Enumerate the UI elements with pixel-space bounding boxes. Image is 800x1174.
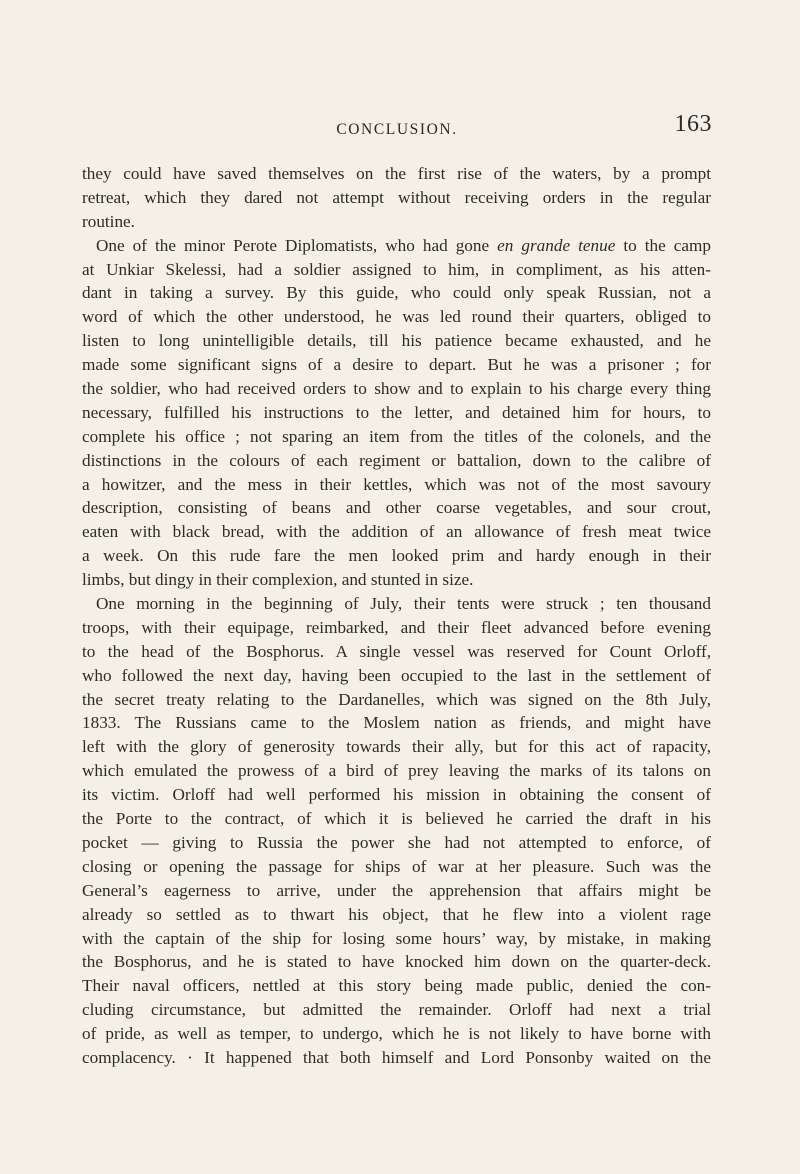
page-number: 163 xyxy=(674,111,712,137)
text-line: to the head of the Bosphorus. A single vessel was reserved for Count Orloff, xyxy=(82,641,711,661)
text-line: which emulated the prowess of a bird of prey leaving the marks of its talons on xyxy=(82,761,711,781)
text-line: its victim. Orloff had well performed his mission in obtaining the consent of xyxy=(82,785,711,805)
text-line: the Bosphorus, and he is stated to have knocked him down on the quarter-deck. xyxy=(82,952,711,972)
text-line: complete his office ; not sparing an item from the titles of the colonels, and the xyxy=(82,426,711,446)
text-line: closing or opening the passage for ships of war at her pleasure. Such was the xyxy=(82,856,711,876)
running-head xyxy=(82,111,712,143)
text-line: 1833. The Russians came to the Moslem nation as friends, and might have xyxy=(82,713,711,733)
running-title: CONCLUSION. xyxy=(336,121,458,138)
text-line: they could have saved themselves on the first rise of the waters, by a prompt xyxy=(82,164,711,183)
text-line: eaten with black bread, with the addition of an allowance of fresh meat twice xyxy=(82,522,711,542)
text-line: with the captain of the ship for losing some hours’ way, by mistake, in making xyxy=(82,928,711,948)
text-line: who followed the next day, having been occupied to the last in the settlement of xyxy=(82,665,711,685)
text-line: of pride, as well as temper, to undergo, which he is not likely to have borne with xyxy=(82,1024,711,1044)
text-line: retreat, which they dared not attempt without receiving orders in the regular xyxy=(82,187,711,207)
text-line: listen to long unintelligible details, till his patience became exhausted, and he xyxy=(82,331,711,351)
text-line: made some significant signs of a desire to depart. But he was a prisoner ; for xyxy=(82,355,711,375)
body-text xyxy=(82,162,711,1070)
text-line: cluding circumstance, but admitted the remainder. Orloff had next a trial xyxy=(82,1000,711,1020)
text-line: the secret treaty relating to the Dardanelles, which was signed on the 8th July, xyxy=(82,689,711,709)
text-line: the Porte to the contract, of which it is believed he carried the draft in his xyxy=(82,809,711,829)
text-segment: to the camp xyxy=(615,235,711,255)
text-segment: One of the minor Perote Diplomatists, who had gone xyxy=(96,235,498,255)
text-line: word of which the other understood, he was led round their quarters, obliged to xyxy=(82,307,711,327)
text-line: pocket — giving to Russia the power she had not attempted to enforce, of xyxy=(82,832,711,852)
text-line: General’s eagerness to arrive, under the apprehension that affairs might be xyxy=(82,880,711,900)
text-line: at Unkiar Skelessi, had a soldier assigned to him, in compliment, as his atten- xyxy=(82,259,711,279)
text-line: troops, with their equipage, reimbarked, and their fleet advanced before evening xyxy=(82,617,711,637)
text-line: already so settled as to thwart his object, that he flew into a violent rage xyxy=(82,904,711,924)
text-line: description, consisting of beans and other coarse vegetables, and sour crout, xyxy=(82,498,711,518)
text-line: left with the glory of generosity towards their ally, but for this act of rapacity, xyxy=(82,737,711,757)
text-line xyxy=(82,234,711,258)
text-line: the soldier, who had received orders to show and to explain to his charge every thing xyxy=(82,379,711,399)
text-line: One morning in the beginning of July, their tents were struck ; ten thousand xyxy=(96,594,711,614)
text-line: a week. On this rude fare the men looked prim and hardy enough in their xyxy=(82,546,711,566)
text-line: a howitzer, and the mess in their kettles, which was not of the most savoury xyxy=(82,474,711,494)
text-line: distinctions in the colours of each regiment or battalion, down to the calibre of xyxy=(82,450,711,470)
text-line: complacency. · It happened that both himself and Lord Ponsonby waited on the xyxy=(82,1047,711,1067)
text-line: Their naval officers, nettled at this story being made public, denied the con- xyxy=(82,976,711,996)
text-line: routine. xyxy=(82,211,135,231)
italic-phrase: en grande tenue xyxy=(497,235,616,255)
text-line: necessary, fulfilled his instructions to the letter, and detained him for hours, to xyxy=(82,402,711,422)
text-line: dant in taking a survey. By this guide, who could only speak Russian, not a xyxy=(82,283,711,303)
text-line: limbs, but dingy in their complexion, and stunted in size. xyxy=(82,570,474,590)
